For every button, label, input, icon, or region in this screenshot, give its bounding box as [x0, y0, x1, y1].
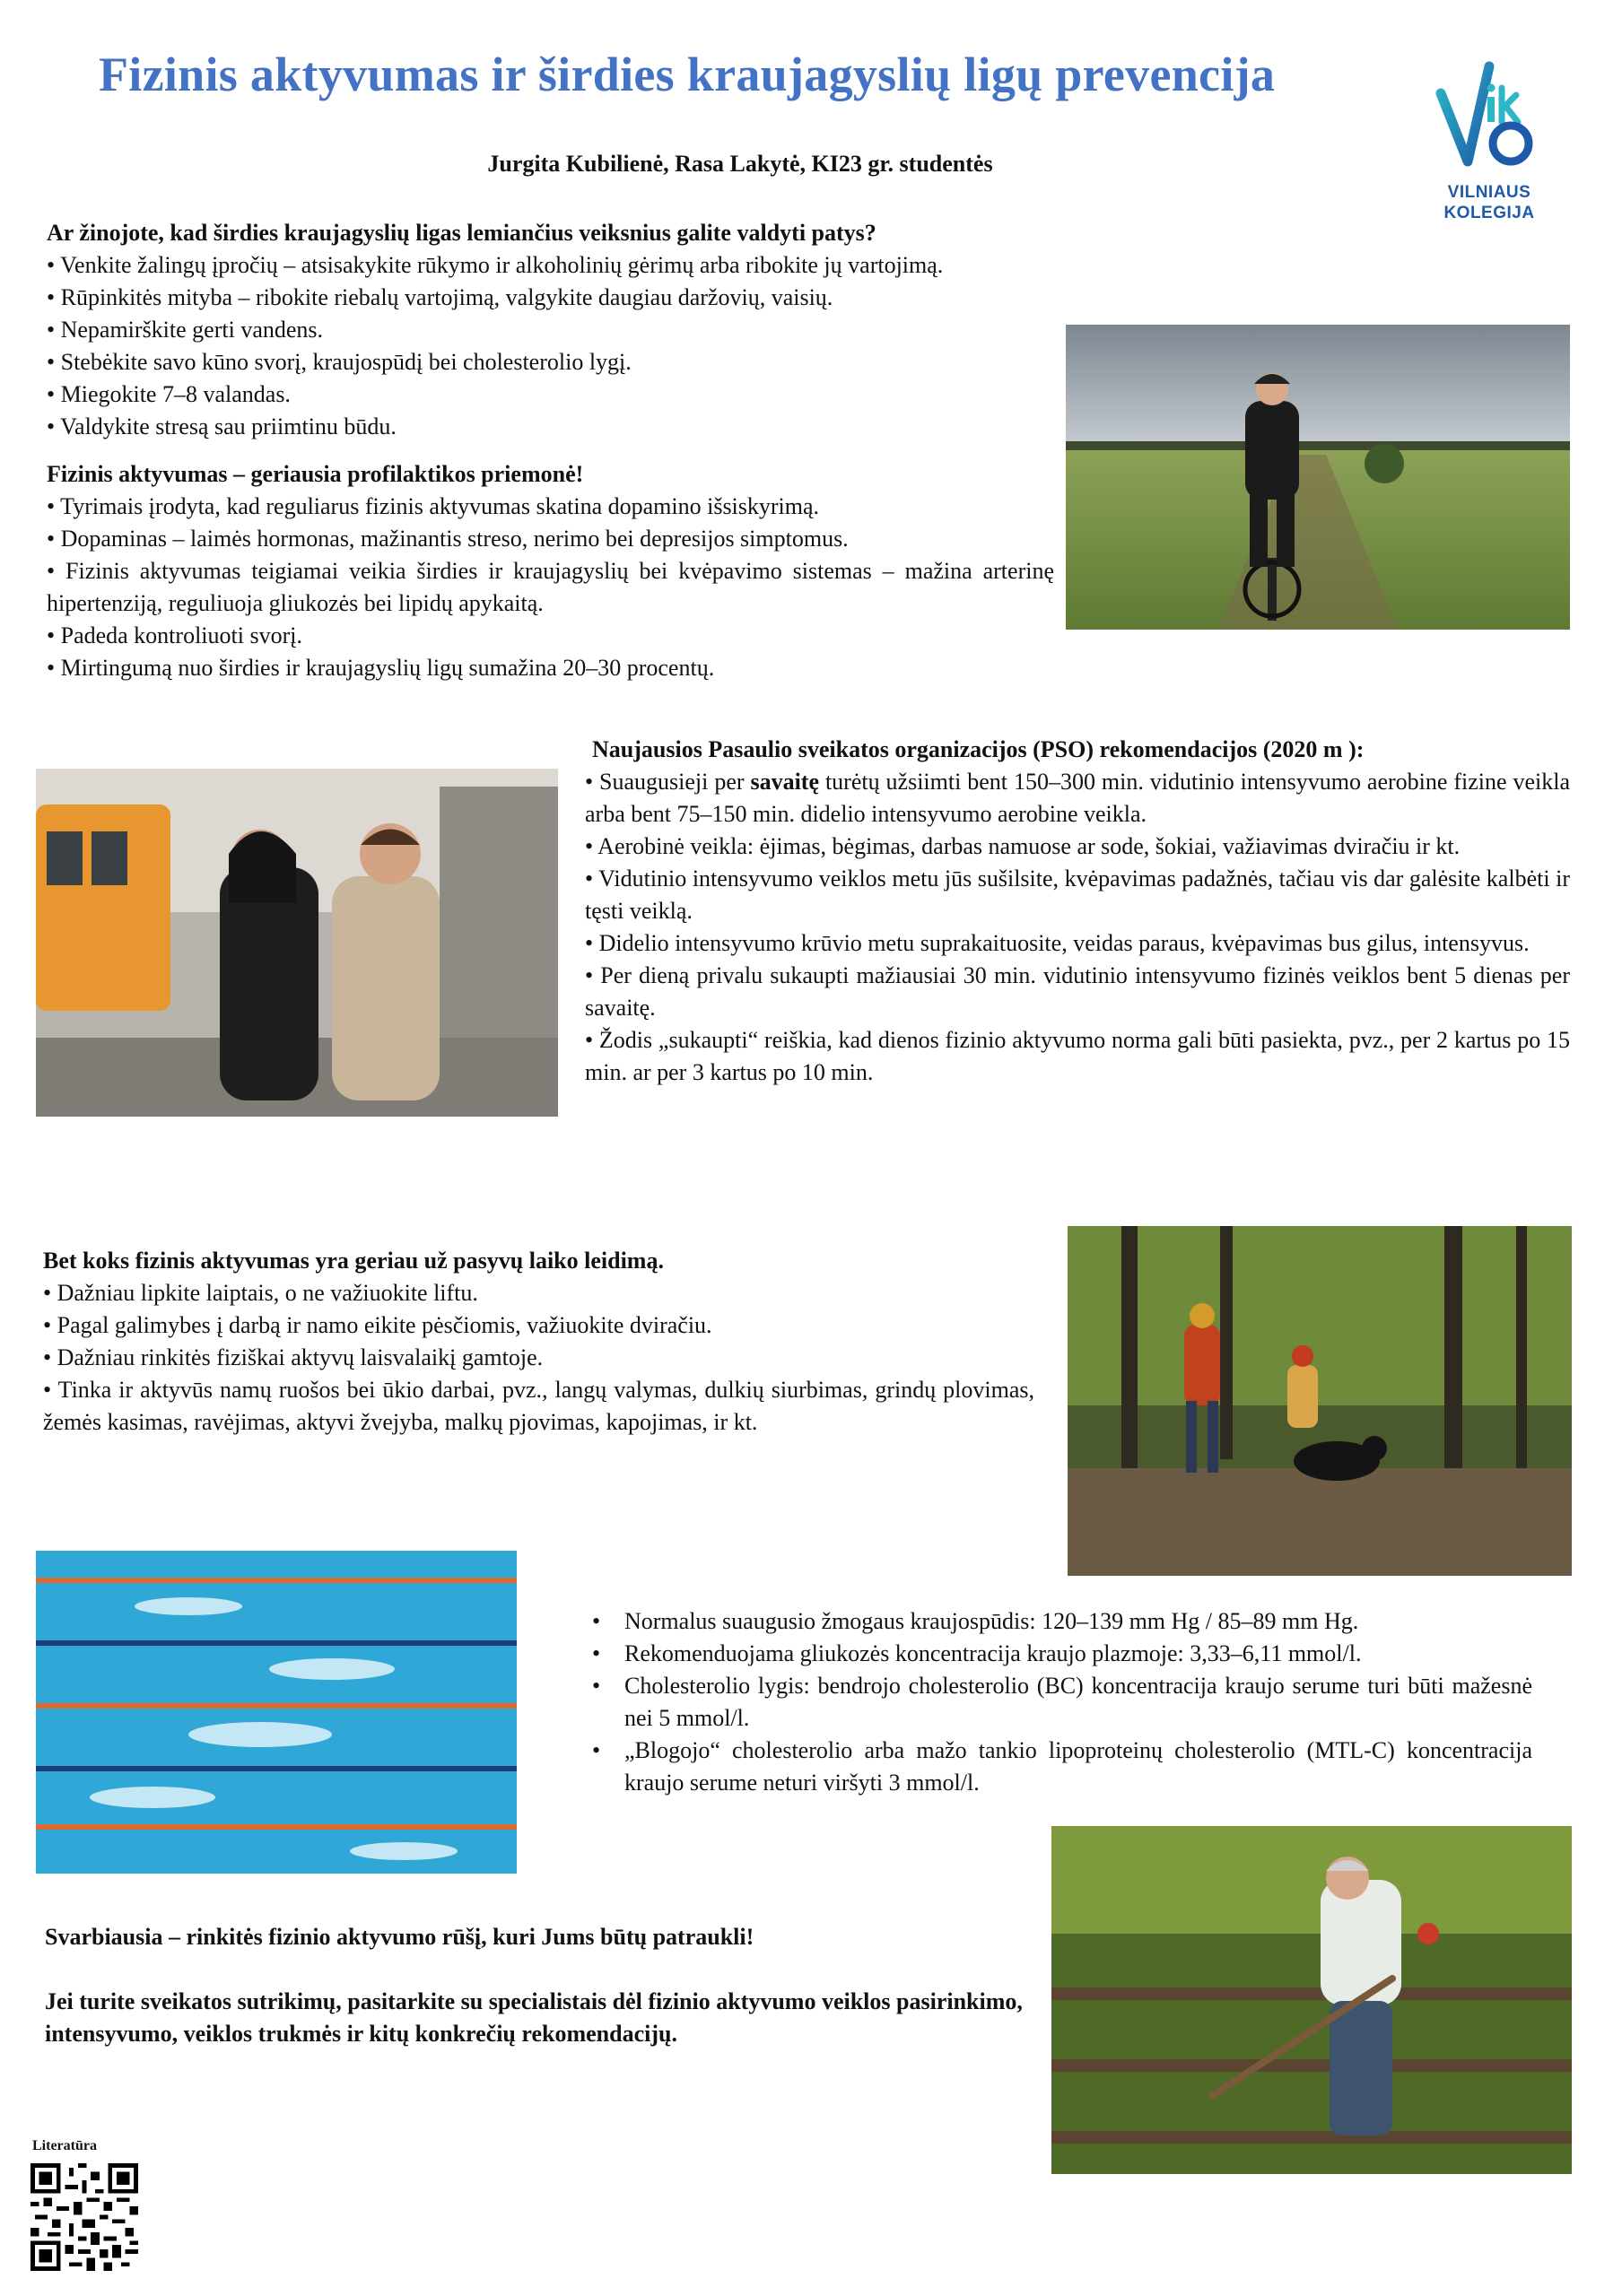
- bullet-icon: •: [592, 1737, 601, 1763]
- list-item-text: turėtų užsiimti bent 150–300 min. vidutinio intensyvumo aerobine fizine veikla arba bent 75–150 min. didelio intensyvumo aerobine veikla.: [585, 769, 1570, 827]
- health-norms-section: [587, 1605, 1532, 1799]
- who-recommendations-section: [585, 734, 1570, 1089]
- activity-benefits-section: [47, 458, 1054, 684]
- list-item: • Didelio intensyvumo krūvio metu suprakaituosite, veidas paraus, kvėpavimas bus gilus, intensyvus.: [585, 930, 1530, 956]
- literature-label: Literatūra: [32, 2138, 97, 2153]
- list-item-text: Cholesterolio lygis: bendrojo cholesterolio (BC) koncentracija kraujo serume turi būti mažesnė nei 5 mmol/l.: [624, 1673, 1532, 1731]
- forest-walk-photo: [1068, 1226, 1572, 1576]
- list-item: • Pagal galimybes į darbą ir namo eikite pėsčiomis, važiuokite dviračiu.: [43, 1312, 712, 1338]
- list-item: • Tyrimais įrodyta, kad reguliarus fizinis aktyvumas skatina dopamino išsiskyrimą.: [47, 493, 820, 519]
- list-item: • Tinka ir aktyvūs namų ruošos bei ūkio darbai, pvz., langų valymas, dulkių siurbimas, grindų plovimas, žemės kasimas, ravėjimas, aktyvi žvejyba, malkų pjovimas, kapojimas, ir kt.: [43, 1377, 1034, 1435]
- bullet-icon: •: [592, 1640, 601, 1666]
- any-activity-heading: Bet koks fizinis aktyvumas yra geriau už pasyvų laiko leidimą.: [43, 1248, 664, 1274]
- literature-qr-code[interactable]: [31, 2163, 138, 2271]
- list-item: [587, 1670, 1532, 1735]
- risk-factors-section: [47, 217, 1123, 443]
- list-item: • Dažniau rinkitės fiziškai aktyvų laisvalaikį gamtoje.: [43, 1344, 544, 1370]
- activity-benefits-heading: Fizinis aktyvumas – geriausia profilaktikos priemonė!: [47, 461, 584, 487]
- list-item: [587, 1638, 1532, 1670]
- closing-highlight: Svarbiausia – rinkitės fizinio aktyvumo rūšį, kuri Jums būtų patraukli!: [45, 1924, 754, 1950]
- list-item: • Mirtingumą nuo širdies ir kraujagyslių ligų sumažina 20–30 procentų.: [47, 655, 715, 681]
- swimming-pool-photo: [36, 1551, 517, 1874]
- poster-authors: Jurgita Kubilienė, Rasa Lakytė, KI23 gr. studentės: [487, 151, 993, 177]
- who-recommendations-heading: Naujausios Pasaulio sveikatos organizacijos (PSO) rekomendacijos (2020 m ):: [592, 736, 1365, 762]
- any-activity-section: [43, 1245, 1034, 1439]
- list-item: • Dažniau lipkite laiptais, o ne važiuokite liftu.: [43, 1280, 478, 1306]
- poster-title: Fizinis aktyvumas ir širdies kraujagyslių ligų prevencija: [99, 48, 1276, 101]
- list-item: • Žodis „sukaupti“ reiškia, kad dienos fizinio aktyvumo norma gali būti pasiekta, pvz., per 2 kartus po 15 min. ar per 3 kartus po 10 min.: [585, 1027, 1570, 1085]
- bullet-icon: •: [592, 1608, 601, 1634]
- list-item: • Padeda kontroliuoti svorį.: [47, 622, 302, 648]
- couple-dancing-photo: [36, 769, 558, 1117]
- bullet-icon: •: [592, 1673, 601, 1699]
- list-item: • Vidutinio intensyvumo veiklos metu jūs sušilsite, kvėpavimas padažnės, tačiau vis dar galėsite kalbėti ir tęsti veiklą.: [585, 865, 1570, 924]
- viko-logo: [1434, 61, 1545, 231]
- logo-line-1: VILNIAUS: [1447, 183, 1531, 202]
- viko-logo-mark-icon: [1434, 61, 1545, 178]
- cyclist-photo: [1066, 325, 1570, 630]
- gardening-photo: [1051, 1826, 1572, 2174]
- list-item-text: Normalus suaugusio žmogaus kraujospūdis: 120–139 mm Hg / 85–89 mm Hg.: [624, 1608, 1359, 1634]
- list-item: • Nepamirškite gerti vandens.: [47, 317, 324, 343]
- list-item: [587, 1605, 1532, 1638]
- list-item: • Per dieną privalu sukaupti mažiausiai 30 min. vidutinio intensyvumo fizinės veiklos bent 5 dienas per savaitę.: [585, 962, 1570, 1021]
- list-item-text: Rekomenduojama gliukozės koncentracija kraujo plazmoje: 3,33–6,11 mmol/l.: [624, 1640, 1362, 1666]
- list-item: • Valdykite stresą sau priimtinu būdu.: [47, 413, 397, 439]
- list-item: • Aerobinė veikla: ėjimas, bėgimas, darbas namuose ar sode, šokiai, važiavimas dviračiu ir kt.: [585, 833, 1461, 859]
- list-item: [587, 1735, 1532, 1799]
- list-item-text: „Blogojo“ cholesterolio arba mažo tankio lipoproteinų cholesterolio (MTL-C) koncentracija kraujo serume neturi viršyti 3 mmol/l.: [624, 1737, 1532, 1796]
- list-item: • Miegokite 7–8 valandas.: [47, 381, 291, 407]
- list-item: • Dopaminas – laimės hormonas, mažinantis streso, nerimo bei depresijos simptomus.: [47, 526, 849, 552]
- logo-line-2: KOLEGIJA: [1443, 204, 1535, 222]
- list-item-text: • Suaugusieji per: [585, 769, 751, 795]
- qr-code-icon: [31, 2163, 138, 2271]
- list-item: • Venkite žalingų įpročių – atsisakykite rūkymo ir alkoholinių gėrimų arba ribokite jų vartojimą.: [47, 252, 944, 278]
- list-item: • Fizinis aktyvumas teigiamai veikia širdies ir kraujagyslių bei kvėpavimo sistemas – mažina arterinę hipertenziją, reguliuoja gliukozės bei lipidų apykaitą.: [47, 558, 1054, 616]
- risk-factors-heading: Ar žinojote, kad širdies kraujagyslių ligas lemiančius veiksnius galite valdyti patys?: [47, 220, 876, 246]
- list-item: [585, 766, 1570, 831]
- list-item: • Rūpinkitės mityba – ribokite riebalų vartojimą, valgykite daugiau daržovių, vaisių.: [47, 284, 833, 310]
- emphasis-word: savaitę: [750, 769, 820, 795]
- list-item: • Stebėkite savo kūno svorį, kraujospūdį bei cholesterolio lygį.: [47, 349, 632, 375]
- closing-advice: Jei turite sveikatos sutrikimų, pasitarkite su specialistais dėl fizinio aktyvumo veiklos pasirinkimo, intensyvumo, veiklos trukmės ir kitų konkrečių rekomendacijų.: [45, 1988, 1023, 2047]
